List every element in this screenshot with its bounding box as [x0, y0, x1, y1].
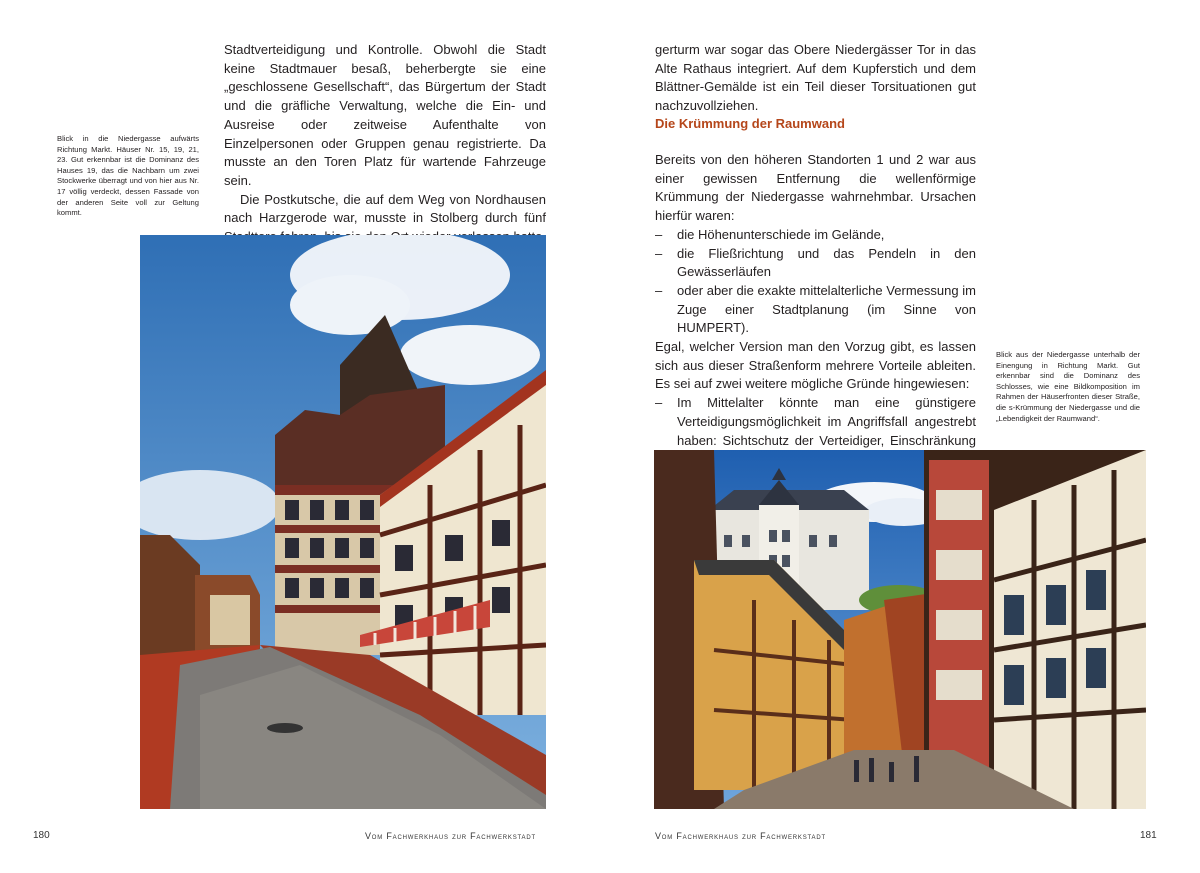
- page-number-right: 181: [1140, 830, 1157, 841]
- list-item: – Im Mittelalter könnte man eine günstigere Verteidigungsmöglichkeit im Angriffsfall angestrebt haben: Sichtschutz der Verteidiger, Einschränkung: [655, 394, 976, 488]
- list-item: – die Höhenunterschiede im Gelände,: [655, 226, 976, 245]
- paragraph: Die Postkutsche, die auf dem Weg von Nordhausen nach Harzgerode war, musste in Stolberg durch fünf: [224, 191, 546, 226]
- paragraph: Egal, welcher Version man den Vorzug gibt, es lassen sich aus dieser Straßenform mehrere Vorteile ableiten. Es sei auf zwei weitere mögliche Gründe hingewiesen:: [655, 339, 976, 392]
- paragraph: gerturm war sogar das Obere Niedergässer Tor in das Alte Rathaus integriert. Auf dem Kupferstich und dem Blättner-Gemälde ist ein Teil dieser Torsituationen gut nachzuvollziehen.: [655, 42, 976, 114]
- photo-caption-right: Blick aus der Niedergasse unterhalb der Einengung in Richtung Markt. Gut erkennbar sind die Dominanz des Schlosses, wie eine Bildkomposition im Rahmen der Häuserfronten dieser Straße, die s-Krümmung der Niedergasse und die „Lebendigkeit der Raumwand“.: [996, 350, 1140, 423]
- causes-list: [655, 226, 976, 338]
- paragraph: Stadtverteidigung und Kontrolle. Obwohl die Stadt keine Stadtmauer besaß, beherbergte sie eine „geschlossene Gesellschaft“, das Bürgertum der Stadt und die gräfliche Verwaltung, welche die Ein- und Ausreise oder zeitweise Aufenthalte von Einzelpersonen oder Gruppen genau registrierte. Da musste an den Toren Platz für wartende Fahrzeuge sein.: [224, 42, 546, 188]
- photo-niedergasse-upward: [140, 235, 546, 809]
- section-heading: Die Krümmung der Raumwand: [655, 116, 845, 131]
- right-page: [600, 0, 1200, 873]
- paragraph: Bereits von den höheren Standorten 1 und 2 war aus einer gewissen Entfernung die wellenförmige Krümmung der Niedergasse wahrnehmbar. Ursachen hierfür waren:: [655, 152, 976, 224]
- page-number-left: 180: [33, 830, 50, 841]
- street-castle-illustration: [654, 450, 1146, 809]
- photo-caption-left: Blick in die Niedergasse aufwärts Richtung Markt. Häuser Nr. 15, 19, 21, 23. Gut erkennbar ist die Dominanz des Hauses 19, das die Nachbarn um zwei Stockwerke überragt und von hier aus Nr. 17 völlig verdeckt, dessen Fassade von der anderen Seite voll zur Geltung kommt.: [57, 134, 199, 218]
- list-item: – die Fließrichtung und das Pendeln in den Gewässerläufen: [655, 245, 976, 282]
- list-item: – oder aber die exakte mittelalterliche Vermessung im Zuge einer Stadtplanung (im Sinne von HUMPERT).: [655, 282, 976, 338]
- photo-niedergasse-castle-view: [654, 450, 1146, 809]
- street-photo-illustration: [140, 235, 546, 809]
- right-body-top: [655, 41, 976, 116]
- running-head-left: Vom Fachwerkhaus zur Fachwerkstadt: [365, 831, 536, 841]
- running-head-right: Vom Fachwerkhaus zur Fachwerkstadt: [655, 831, 826, 841]
